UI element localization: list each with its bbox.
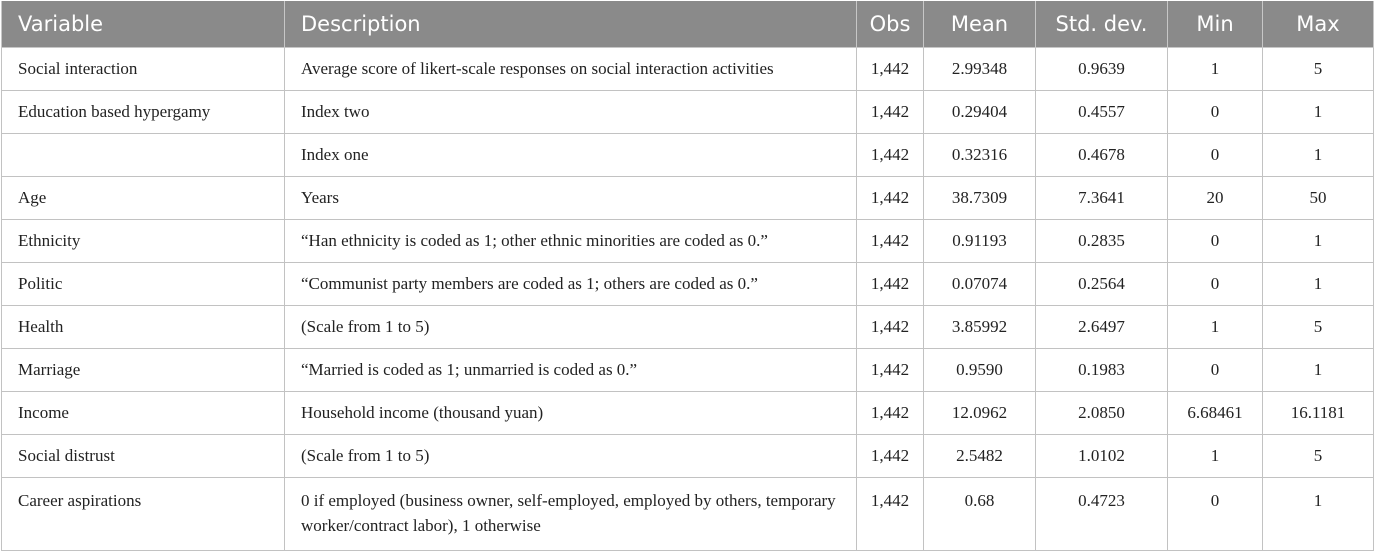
cell-min: 0 — [1168, 263, 1263, 306]
cell-max: 5 — [1263, 48, 1374, 91]
cell-obs: 1,442 — [857, 48, 924, 91]
cell-max: 1 — [1263, 478, 1374, 551]
cell-mean: 0.07074 — [924, 263, 1036, 306]
cell-variable: Marriage — [2, 349, 285, 392]
cell-obs: 1,442 — [857, 435, 924, 478]
cell-mean: 0.9590 — [924, 349, 1036, 392]
cell-max: 5 — [1263, 306, 1374, 349]
header-row — [2, 1, 1374, 48]
table-row — [2, 48, 1374, 91]
table-row — [2, 349, 1374, 392]
cell-std-dev: 0.4723 — [1036, 478, 1168, 551]
cell-min: 1 — [1168, 435, 1263, 478]
cell-description: Years — [285, 177, 857, 220]
cell-max: 1 — [1263, 91, 1374, 134]
cell-std-dev: 2.0850 — [1036, 392, 1168, 435]
table-row — [2, 177, 1374, 220]
header-variable: Variable — [2, 1, 285, 48]
cell-variable: Education based hypergamy — [2, 91, 285, 134]
table-row — [2, 306, 1374, 349]
table-row — [2, 263, 1374, 306]
cell-std-dev: 0.1983 — [1036, 349, 1168, 392]
cell-max: 5 — [1263, 435, 1374, 478]
cell-std-dev: 0.4557 — [1036, 91, 1168, 134]
cell-std-dev: 2.6497 — [1036, 306, 1168, 349]
cell-variable: Age — [2, 177, 285, 220]
header-min: Min — [1168, 1, 1263, 48]
cell-obs: 1,442 — [857, 134, 924, 177]
cell-std-dev: 0.9639 — [1036, 48, 1168, 91]
cell-description: Average score of likert-scale responses on social interaction activities — [285, 48, 857, 91]
cell-variable: Social interaction — [2, 48, 285, 91]
cell-mean: 0.68 — [924, 478, 1036, 551]
cell-std-dev: 0.4678 — [1036, 134, 1168, 177]
cell-std-dev: 1.0102 — [1036, 435, 1168, 478]
cell-obs: 1,442 — [857, 349, 924, 392]
cell-description: “Married is coded as 1; unmarried is coded as 0.” — [285, 349, 857, 392]
cell-mean: 2.99348 — [924, 48, 1036, 91]
cell-obs: 1,442 — [857, 177, 924, 220]
summary-statistics-table — [1, 1, 1374, 551]
cell-mean: 0.91193 — [924, 220, 1036, 263]
cell-mean: 0.32316 — [924, 134, 1036, 177]
header-max: Max — [1263, 1, 1374, 48]
table-row — [2, 478, 1374, 551]
cell-variable — [2, 134, 285, 177]
cell-std-dev: 0.2564 — [1036, 263, 1168, 306]
header-mean: Mean — [924, 1, 1036, 48]
cell-variable: Income — [2, 392, 285, 435]
cell-obs: 1,442 — [857, 478, 924, 551]
cell-max: 50 — [1263, 177, 1374, 220]
cell-mean: 3.85992 — [924, 306, 1036, 349]
cell-obs: 1,442 — [857, 392, 924, 435]
cell-max: 16.1181 — [1263, 392, 1374, 435]
cell-max: 1 — [1263, 220, 1374, 263]
table-row — [2, 91, 1374, 134]
header-description: Description — [285, 1, 857, 48]
cell-min: 0 — [1168, 349, 1263, 392]
cell-min: 1 — [1168, 48, 1263, 91]
cell-max: 1 — [1263, 349, 1374, 392]
cell-std-dev: 7.3641 — [1036, 177, 1168, 220]
cell-min: 0 — [1168, 478, 1263, 551]
cell-obs: 1,442 — [857, 306, 924, 349]
cell-variable: Health — [2, 306, 285, 349]
cell-min: 0 — [1168, 220, 1263, 263]
cell-mean: 0.29404 — [924, 91, 1036, 134]
cell-description: “Han ethnicity is coded as 1; other ethnic minorities are coded as 0.” — [285, 220, 857, 263]
cell-variable: Social distrust — [2, 435, 285, 478]
cell-description: Index one — [285, 134, 857, 177]
cell-obs: 1,442 — [857, 220, 924, 263]
table-row — [2, 435, 1374, 478]
cell-description: “Communist party members are coded as 1; others are coded as 0.” — [285, 263, 857, 306]
cell-variable: Career aspirations — [2, 478, 285, 551]
cell-mean: 12.0962 — [924, 392, 1036, 435]
cell-description: 0 if employed (business owner, self-employed, employed by others, temporary worker/contract labor), 1 otherwise — [285, 478, 857, 551]
cell-min: 6.68461 — [1168, 392, 1263, 435]
cell-min: 0 — [1168, 134, 1263, 177]
cell-max: 1 — [1263, 263, 1374, 306]
cell-mean: 2.5482 — [924, 435, 1036, 478]
cell-obs: 1,442 — [857, 263, 924, 306]
cell-variable: Ethnicity — [2, 220, 285, 263]
cell-description: (Scale from 1 to 5) — [285, 306, 857, 349]
cell-min: 1 — [1168, 306, 1263, 349]
table-body — [2, 48, 1374, 551]
cell-min: 20 — [1168, 177, 1263, 220]
cell-variable: Politic — [2, 263, 285, 306]
cell-std-dev: 0.2835 — [1036, 220, 1168, 263]
cell-description: Index two — [285, 91, 857, 134]
cell-description: (Scale from 1 to 5) — [285, 435, 857, 478]
cell-mean: 38.7309 — [924, 177, 1036, 220]
table-row — [2, 220, 1374, 263]
header-std-dev: Std. dev. — [1036, 1, 1168, 48]
cell-description: Household income (thousand yuan) — [285, 392, 857, 435]
cell-min: 0 — [1168, 91, 1263, 134]
cell-max: 1 — [1263, 134, 1374, 177]
table-row — [2, 392, 1374, 435]
header-obs: Obs — [857, 1, 924, 48]
cell-obs: 1,442 — [857, 91, 924, 134]
table-row — [2, 134, 1374, 177]
